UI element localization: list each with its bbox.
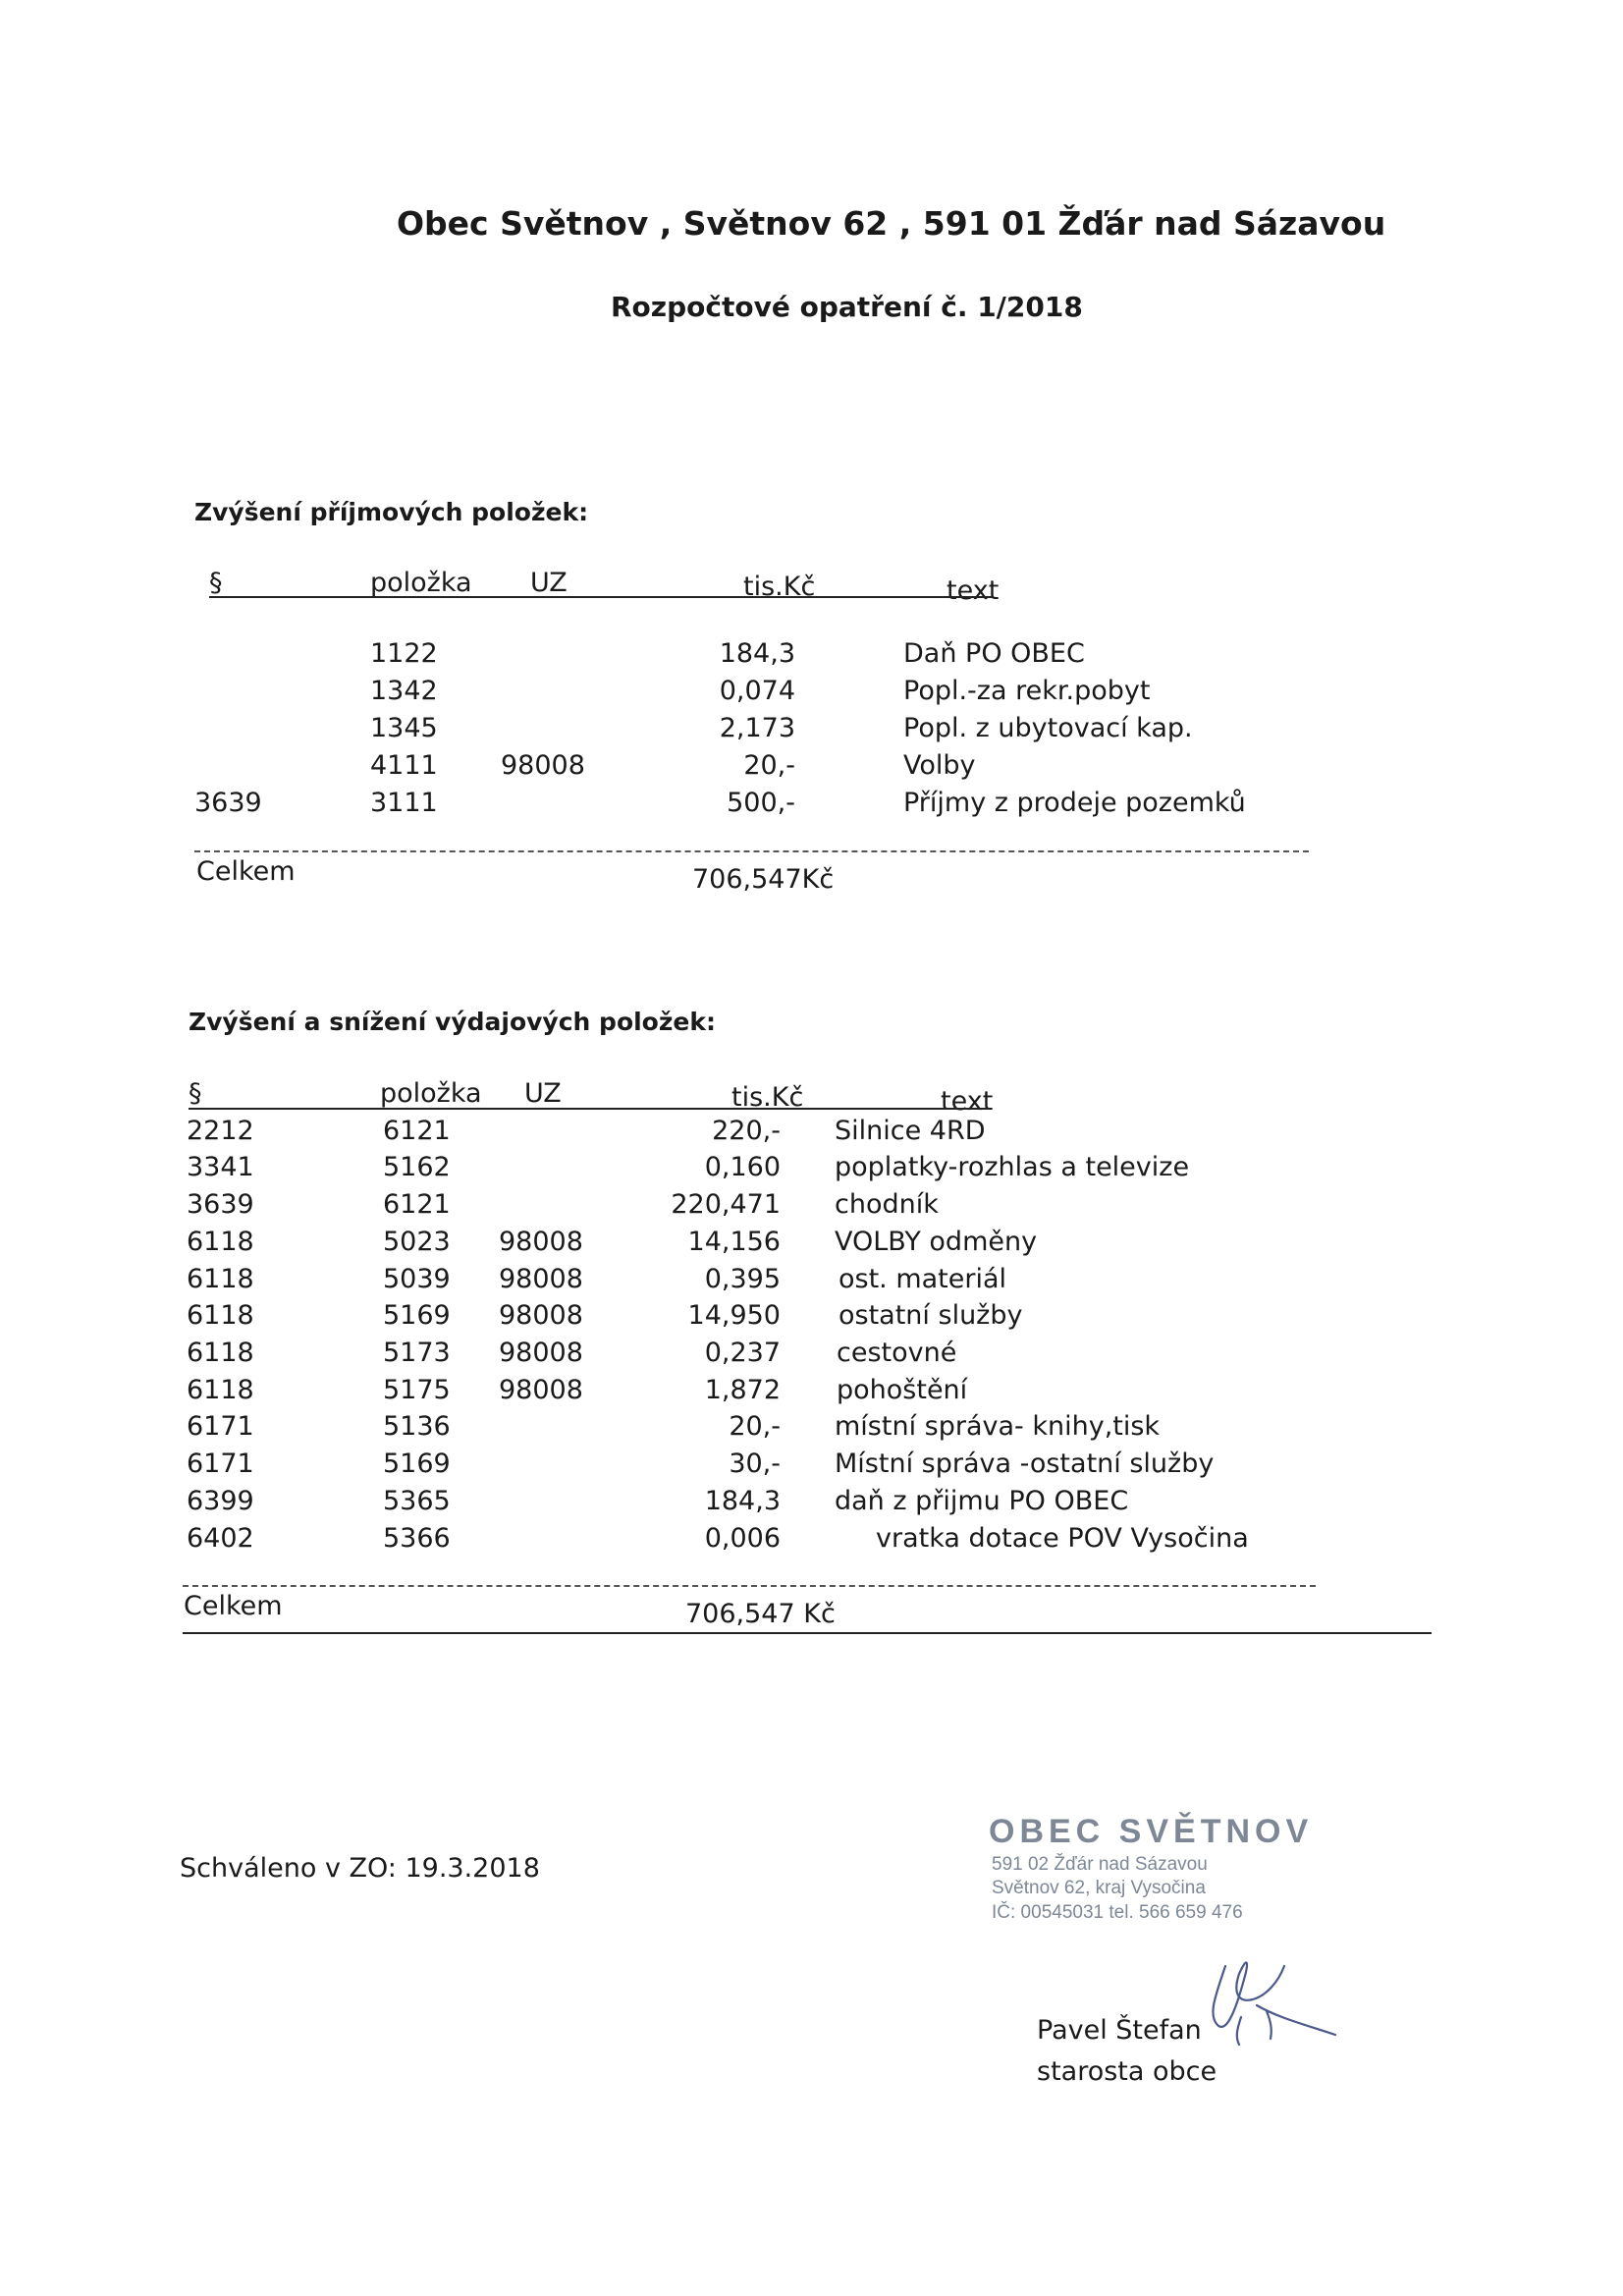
expense-row-item: 5169 [383,1300,451,1331]
income-row-text: Příjmy z prodeje pozemků [903,788,1246,818]
expense-row-amount: 220,471 [671,1189,781,1220]
income-col-amount: tis.Kč [743,572,816,602]
expense-row-amount: 0,237 [704,1338,781,1368]
signatory-role: starosta obce [1037,2056,1217,2087]
expense-row-item: 5039 [383,1264,451,1294]
stamp-title: OBEC SVĚTNOV [989,1813,1314,1850]
income-row-item: 1342 [370,676,438,706]
expense-total-value: 706,547 Kč [685,1599,836,1629]
expense-row-text: daň z přijmu PO OBEC [835,1486,1129,1516]
income-col-text: text [947,575,1000,606]
expense-row-amount: 184,3 [704,1486,781,1516]
income-row-item: 3111 [370,788,438,818]
expense-row-amount: 0,006 [704,1523,781,1554]
expense-row-paragraph: 6399 [187,1486,254,1516]
expense-row-amount: 30,- [729,1449,781,1479]
approval-date: Schváleno v ZO: 19.3.2018 [180,1853,540,1884]
expense-row-text: Místní správa -ostatní služby [835,1449,1215,1479]
income-row-text: Volby [903,750,976,781]
expense-row-text: Silnice 4RD [835,1116,986,1146]
expense-header-rule [189,1108,990,1110]
stamp-location: Světnov 62, kraj Vysočina [992,1878,1206,1898]
expense-section-heading: Zvýšení a snížení výdajových položek: [189,1008,716,1036]
expense-row-item: 5136 [383,1411,451,1442]
expense-row-paragraph: 6171 [187,1411,254,1442]
income-row-item: 1345 [370,713,438,743]
expense-row-paragraph: 6118 [187,1264,254,1294]
expense-col-amount: tis.Kč [731,1082,804,1113]
expense-total-label: Celkem [184,1591,283,1621]
expense-row-item: 5169 [383,1449,451,1479]
income-row-text: Daň PO OBEC [903,638,1085,669]
expense-row-amount: 20,- [729,1411,781,1442]
expense-row-uz: 98008 [499,1227,583,1257]
expense-row-text: místní správa- knihy,tisk [835,1411,1161,1442]
expense-row-uz: 98008 [499,1264,583,1294]
income-total-divider [194,850,1309,852]
income-row-paragraph: 3639 [194,788,262,818]
expense-row-amount: 14,950 [687,1300,781,1331]
income-row-text: Popl. z ubytovací kap. [903,713,1193,743]
expense-col-text: text [941,1086,994,1117]
expense-row-item: 5366 [383,1523,451,1554]
expense-row-paragraph: 6118 [187,1300,254,1331]
stamp-id: IČ: 00545031 tel. 566 659 476 [992,1902,1243,1923]
expense-row-paragraph: 2212 [187,1116,254,1146]
income-row-item: 1122 [370,638,438,669]
stamp-address: 591 02 Žďár nad Sázavou [992,1854,1208,1875]
expense-row-paragraph: 6118 [187,1375,254,1405]
expense-row-paragraph: 3639 [187,1189,254,1220]
expense-row-amount: 1,872 [704,1375,781,1405]
income-col-uz: UZ [530,568,568,598]
expense-row-text: pohoštění [837,1375,968,1405]
expense-col-item: položka [380,1078,482,1109]
expense-row-uz: 98008 [499,1300,583,1331]
expense-row-amount: 220,- [712,1116,781,1146]
expense-row-item: 5173 [383,1338,451,1368]
expense-row-item: 6121 [383,1189,451,1220]
expense-row-item: 6121 [383,1116,451,1146]
expense-col-paragraph: § [189,1078,202,1109]
expense-row-text: ost. materiál [839,1264,1007,1294]
expense-col-uz: UZ [524,1078,562,1109]
income-row-amount: 20,- [743,750,795,781]
expense-row-text: poplatky-rozhlas a televize [835,1152,1190,1182]
document-title: Obec Světnov , Světnov 62 , 591 01 Žďár nad Sázavou [397,204,1386,243]
expense-row-amount: 0,395 [704,1264,781,1294]
expense-row-amount: 14,156 [687,1227,781,1257]
expense-row-paragraph: 3341 [187,1152,254,1182]
expense-row-item: 5023 [383,1227,451,1257]
expense-row-text: cestovné [837,1338,957,1368]
income-col-paragraph: § [209,568,223,598]
expense-row-paragraph: 6118 [187,1227,254,1257]
income-col-item: položka [370,568,472,598]
expense-row-paragraph: 6402 [187,1523,254,1554]
income-row-amount: 2,173 [719,713,795,743]
income-row-amount: 500,- [727,788,795,818]
income-row-text: Popl.-za rekr.pobyt [903,676,1151,706]
expense-row-text: ostatní služby [839,1300,1023,1331]
income-total-label: Celkem [196,856,296,887]
expense-row-text: chodník [835,1189,939,1220]
expense-total-divider [183,1585,1316,1587]
expense-row-uz: 98008 [499,1338,583,1368]
income-section-heading: Zvýšení příjmových položek: [194,498,589,526]
expense-total-rule [183,1632,1432,1634]
income-row-amount: 0,074 [719,676,795,706]
expense-row-item: 5175 [383,1375,451,1405]
income-total-value: 706,547Kč [692,864,835,895]
document-subtitle: Rozpočtové opatření č. 1/2018 [611,291,1083,323]
expense-row-text: vratka dotace POV Vysočina [876,1523,1249,1554]
signatory-name: Pavel Štefan [1037,2015,1202,2046]
income-header-rule [209,596,993,598]
income-row-item: 4111 [370,750,438,781]
expense-row-text: VOLBY odměny [835,1227,1038,1257]
expense-row-item: 5365 [383,1486,451,1516]
expense-row-item: 5162 [383,1152,451,1182]
expense-row-paragraph: 6118 [187,1338,254,1368]
expense-row-uz: 98008 [499,1375,583,1405]
expense-row-amount: 0,160 [704,1152,781,1182]
expense-row-paragraph: 6171 [187,1449,254,1479]
income-row-uz: 98008 [501,750,585,781]
income-row-amount: 184,3 [719,638,795,669]
